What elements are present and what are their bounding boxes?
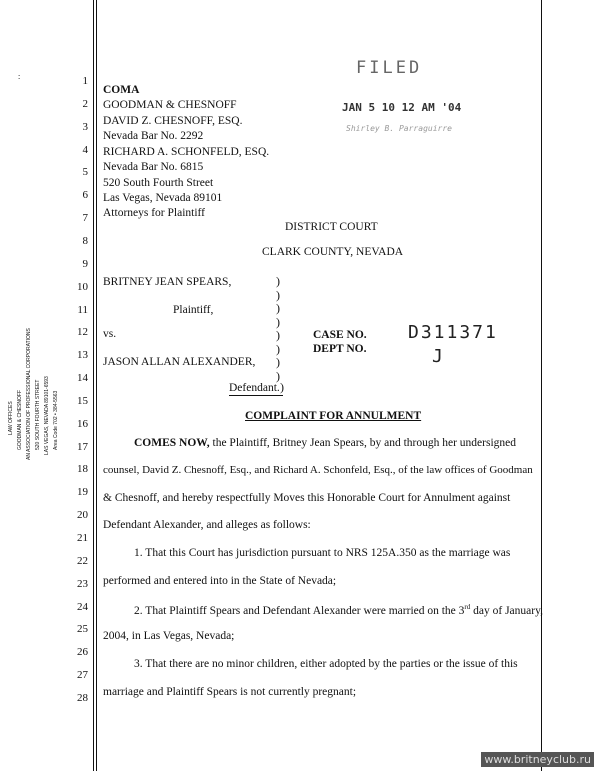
side-text-line: LAS VEGAS, NEVADA 89101-6593 — [44, 376, 50, 455]
body-line-19: & Chesnoff, and hereby respectfully Moves this Honorable Court for Annulment against — [103, 492, 511, 504]
line-number: 14 — [77, 372, 88, 384]
right-margin-line — [541, 0, 542, 771]
side-text-line: 520 SOUTH FOURTH STREET — [35, 379, 41, 450]
line-number: 25 — [77, 623, 88, 635]
margin-mark: : — [18, 72, 21, 81]
defendant-label: Defendant. — [229, 382, 280, 394]
plaintiff-name: BRITNEY JEAN SPEARS, — [103, 276, 232, 288]
body-line — [134, 437, 516, 449]
side-text-line: GOODMAN & CHESNOFF — [17, 389, 23, 450]
comes-now: COMES NOW, — [134, 437, 210, 449]
case-no-label: CASE NO. — [313, 329, 367, 341]
line-number: 27 — [77, 669, 88, 681]
attorney-role: Attorneys for Plaintiff — [103, 207, 205, 219]
line-number: 19 — [77, 486, 88, 498]
body-line-24 — [134, 603, 543, 617]
line-number: 6 — [82, 189, 88, 201]
line-number: 11 — [77, 304, 88, 316]
line-number: 7 — [82, 212, 88, 224]
body-line-28: marriage and Plaintiff Spears is not currently pregnant; — [103, 686, 357, 698]
line-number: 26 — [77, 646, 88, 658]
line-number: 8 — [82, 235, 88, 247]
line-number: 3 — [82, 121, 88, 133]
doc-code: COMA — [103, 84, 140, 96]
line-number: 17 — [77, 441, 88, 453]
line-number: 13 — [77, 349, 88, 361]
defendant-underline — [229, 395, 283, 396]
body-line-23: performed and entered into in the State of Nevada; — [103, 575, 337, 587]
line-number: 21 — [77, 532, 88, 544]
filed-stamp: FILED — [356, 58, 423, 78]
address-line: 520 South Fourth Street — [103, 177, 214, 189]
body-line-20: Defendant Alexander, and alleges as follows: — [103, 519, 311, 531]
ordinal-suffix: rd — [464, 603, 471, 611]
case-number: D311371 — [408, 322, 498, 343]
law-office-side-text — [6, 300, 76, 460]
line-number: 20 — [77, 509, 88, 521]
line-number: 23 — [77, 578, 88, 590]
line-number: 9 — [82, 258, 88, 270]
line-number: 24 — [77, 601, 88, 613]
line-number: 1 — [82, 75, 88, 87]
line-number: 10 — [77, 281, 88, 293]
clerk-signature: Shirley B. Parraguirre — [346, 124, 452, 133]
line-number: 5 — [82, 166, 88, 178]
firm-name: GOODMAN & CHESNOFF — [103, 99, 237, 111]
body-line-24-b: day of January, — [470, 604, 543, 617]
line-number: 22 — [77, 555, 88, 567]
attorney-name: RICHARD A. SCHONFELD, ESQ. — [103, 146, 270, 158]
line-number: 15 — [77, 395, 88, 407]
filed-date-stamp: JAN 5 10 12 AM '04 — [342, 101, 462, 114]
address-line: Las Vegas, Nevada 89101 — [103, 192, 223, 204]
versus: vs. — [103, 328, 117, 340]
body-line-27: 3. That there are no minor children, either adopted by the parties or the issue of this — [134, 658, 518, 670]
plaintiff-label: Plaintiff, — [173, 304, 214, 316]
body-line-18: counsel, David Z. Chesnoff, Esq., and Richard A. Schonfeld, Esq., of the law offices of Goodman — [103, 464, 533, 476]
line-number: 18 — [77, 463, 88, 475]
attorney-name: DAVID Z. CHESNOFF, ESQ. — [103, 115, 243, 127]
bar-number: Nevada Bar No. 6815 — [103, 161, 204, 173]
body-line-24-a: 2. That Plaintiff Spears and Defendant Alexander were married on the 3 — [134, 604, 465, 617]
body-line-25: 2004, in Las Vegas, Nevada; — [103, 630, 235, 642]
complaint-title: COMPLAINT FOR ANNULMENT — [245, 410, 422, 422]
document-page: : 1 2 3 4 5 6 7 8 9 10 11 12 13 14 15 16 17 18 19 20 21 22 23 24 25 26 27 28 LAW OFFICES GOODMAN & CHESNOFF AN ASSOCIATION OF PROFESSIONAL CORPORATIONS 520 SOUTH FOURTH STREET LAS VEGAS, NEVADA 89101-6593 Area Code 702 • 384-5563 COMA GOODMAN & CHESNOFF DAVID Z. CHESNOFF, ESQ. Nevada Bar No. 2292 RICHARD A. SCHONFELD, ESQ. Nevada Bar No. 6815 520 South Fourth Street Las Vegas, Nevada 89101 Attorneys for Plaintiff FILED JAN 5 10 12 AM '04 Shirley B. Parraguirre DISTRICT COURT CLARK COUNTY, NEVADA BRITNEY JEAN SPEARS, Plaintiff, vs. JASON ALLAN ALEXANDER, Defendant. ) ) ) ) ) ) ) ) ) CASE NO. DEPT NO. D311371 J COMPLAINT FOR ANNULMENT COMES NOW, the Plaintiff, Britney Jean Spears, by and through her undersigned counsel, David Z. Chesnoff, Esq., and Richard A. Schonfeld, Esq., of the law offices of Goodman & Chesnoff, and hereby respectfully Moves this Honorable Court for Annulment against Defendant Alexander, and alleges as follows: 1. That this Court has jurisdiction pursuant to NRS 125A.350 as the marriage was performed and entered into in the State of Nevada; 2. That Plaintiff Spears and Defendant Alexander were married on the 3rd day of January, 2004, in Las Vegas, Nevada; 3. That there are no minor children, either adopted by the parties or the issue of this marriage and Plaintiff Spears is not currently pregnant; www.britneyclub.ru — [0, 0, 600, 771]
line-number: 4 — [82, 144, 88, 156]
body-line-17: the Plaintiff, Britney Jean Spears, by and through her undersigned — [209, 437, 517, 449]
left-margin-line-2 — [96, 0, 97, 771]
bar-number: Nevada Bar No. 2292 — [103, 130, 204, 142]
dept-number: J — [432, 346, 443, 367]
court-name: DISTRICT COURT — [285, 221, 378, 233]
line-number: 16 — [77, 418, 88, 430]
line-number: 12 — [77, 326, 88, 338]
court-county: CLARK COUNTY, NEVADA — [262, 246, 404, 258]
watermark: www.britneyclub.ru — [481, 752, 594, 767]
side-text-line: AN ASSOCIATION OF PROFESSIONAL CORPORATIONS — [26, 328, 32, 460]
body-line-22: 1. That this Court has jurisdiction pursuant to NRS 125A.350 as the marriage was — [134, 547, 511, 559]
side-text-line: LAW OFFICES — [8, 401, 14, 435]
side-text-line: Area Code 702 • 384-5563 — [53, 390, 59, 450]
line-number: 28 — [77, 692, 88, 704]
dept-no-label: DEPT NO. — [313, 343, 367, 355]
line-number: 2 — [82, 98, 88, 110]
left-margin-line — [93, 0, 94, 771]
defendant-name: JASON ALLAN ALEXANDER, — [103, 356, 256, 368]
